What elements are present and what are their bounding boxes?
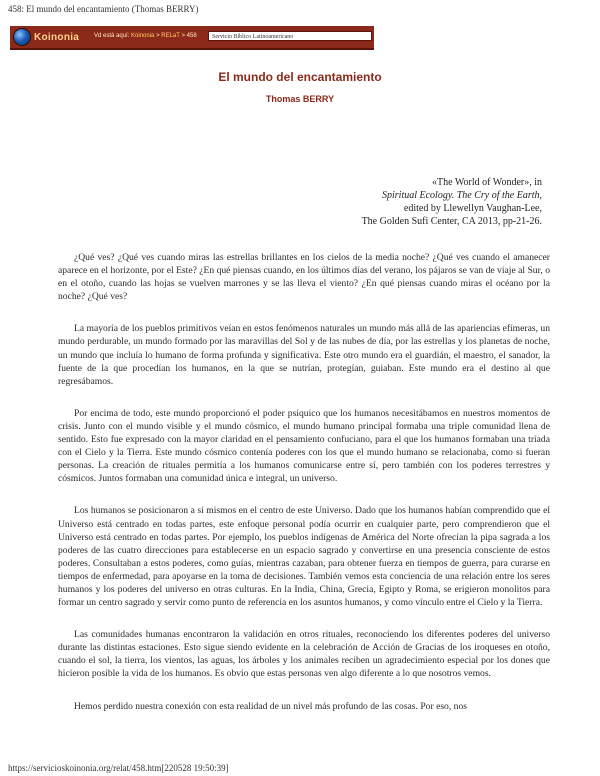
source-citation [362, 176, 542, 228]
paragraph-5: Las comunidades humanas encontraron la validación en otros rituales, reconociendo los diferentes poderes del universo durante las distintas estaciones. Esto sigue siendo evidente en la celebración de Acción de Gracias de los iroqueses en otoño, cuando el sol, la tierra, los vientos, las aguas, los árboles y los animales reciben un agradecimiento especial por los dones que hicieron posible la vida de los humanos. Es obvio que estas personas ven algo diferente a lo que nosotros vemos. [58, 629, 550, 680]
service-label-box[interactable]: Servicio Bíblico Latinoamericano [208, 31, 372, 41]
breadcrumb-separator: > [181, 33, 187, 39]
article-title: El mundo del encantamiento [218, 70, 382, 84]
paragraph-4: Los humanos se posicionaron a sí mismos en el centro de este Universo. Dado que los humanos habían comprendido que el Universo está centrado en todas partes, este enfoque personal podía ocurrir en cualquier parte, pero comprendieron que el Universo está centrado en todas partes. Por ejemplo, los pueblos indígenas de América del Norte ofrecían la pipa sagrada a los poderes de las cuatro direcciones para establecerse en un espacio sagrado y convertirse en una presencia consciente de estos poderes. Consultaban a estos poderes, como guías, mientras cazaban, para obtener fuerza en tiempos de guerra, para curarse en tiempos de enfermedad, para apoyarse en la toma de decisiones. También vemos esta conciencia de una relación entre los seres humanos y los poderes del universo en otras culturas. En la India, China, Grecia, Egipto y Roma, se erigieron monolitos para formar un centro sagrado y servir como punto de referencia en los asuntos humanos, y como vínculo entre el Cielo y la Tierra. [58, 505, 550, 609]
print-footer-url: https://servicioskoinonia.org/relat/458.htm[220528 19:50:39] [8, 763, 229, 773]
citation-line-1: «The World of Wonder», in [432, 177, 542, 188]
site-banner [10, 26, 374, 50]
breadcrumb-separator: > [156, 33, 162, 39]
brand-name[interactable]: Koinonia [34, 32, 80, 43]
print-header: 458: El mundo del encantamiento (Thomas BERRY) [8, 4, 199, 14]
citation-line-2: Spiritual Ecology. The Cry of the Earth, [382, 190, 542, 201]
breadcrumb-current: 458 [186, 33, 197, 39]
paragraph-1: ¿Qué ves? ¿Qué ves cuando miras las estrellas brillantes en los cielos de la media noche? ¿Qué ves cuando el amanecer aparece en el horizonte, por el Este? ¿En qué piensas cuando, en los últimos días del verano, los pájaros se van de viaje al Sur, o en el otoño, cuando las hojas se vuelven marrones y se las lleva el viento? ¿En qué piensas cuando miras el océano por la noche? ¿Qué ves? [58, 252, 550, 303]
breadcrumb [94, 33, 197, 39]
article-body [58, 251, 550, 732]
paragraph-3: Por encima de todo, este mundo proporcionó el poder psíquico que los humanos necesitábamos en nuestros momentos de crisis. Junto con el mundo visible y el mundo cósmico, el mundo humano principal formaba una triple comunidad llena de sentido. Esto fue expresado con la mayor claridad en el pensamiento confuciano, para el que los humanos formaban una tríada con el Cielo y la Tierra. Este mundo cósmico contenía poderes con los que el mundo humano se relacionaba, como si fueran personas. La creación de rituales permitía a los humanos comunicarse entre sí, pero también con los poderes terrestres y cósmicos. Juntos formaban una comunidad única e integral, un universo. [58, 407, 550, 485]
breadcrumb-prefix: Vd está aquí: [94, 33, 132, 39]
paragraph-2: La mayoría de los pueblos primitivos veían en estos fenómenos naturales un mundo más allá de las apariencias efímeras, un mundo perdurable, un mundo formado por las maravillas del Sol y de las nubes de día, por las estrellas y los planetas de noche, un mundo que incluía lo humano de forma profunda y significativa. Este otro mundo era el guardián, el maestro, el sanador, la fuente de la que procedían los humanos, en la que se nutrían, protegían, guiaban. Este mundo era el destino al que regresábamos. [58, 323, 550, 387]
article-author: Thomas BERRY [265, 94, 335, 104]
globe-logo-icon[interactable] [13, 28, 31, 46]
citation-line-3: edited by Llewellyn Vaughan-Lee, [403, 203, 542, 214]
paragraph-6: Hemos perdido nuestra conexión con esta realidad de un nivel más profundo de las cosas. Por eso, nos [74, 700, 467, 712]
breadcrumb-link-koinonia[interactable]: Koinonia [131, 33, 155, 39]
breadcrumb-link-relat[interactable]: RELaT [161, 33, 180, 39]
citation-line-4: The Golden Sufi Center, CA 2013, pp-21-26. [361, 216, 542, 227]
